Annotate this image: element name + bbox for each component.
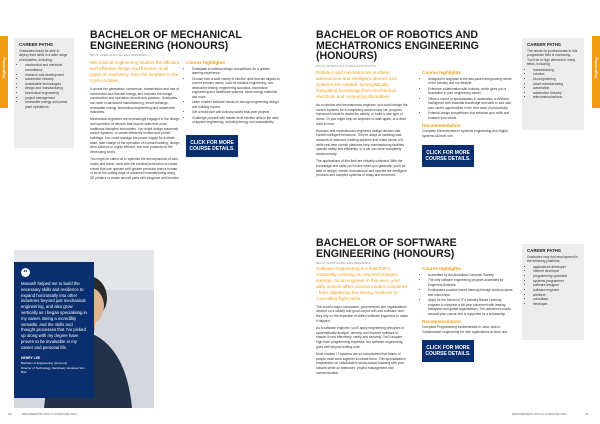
course-paragraph: You might be called on to optimise the aerodynamics of cars, trucks and trains, work with the medical profession to create robots that can operate with greater precision than a human, or be at the cutting edge of advanced manufacturing using 3D printers to create aircraft parts with elegance and function. <box>90 157 180 180</box>
course-paragraph: Robotics and mechatronics engineers design devices that exhibit intelligent behaviour. They're adept at handling vast amounts of data and creating systems that make sense of it, while real-time robotic platforms help manufacturing facilities operate safely and efficiently, or a car can drive completely autonomously. <box>316 128 405 157</box>
course-code: BPUP (ROBOTICS & MECHATRONICS) <box>316 63 377 68</box>
highlight-item: • Choose from a wide variety of elective units that are aligned to current industry needs, such as robotics engineering, non-destructive testing, engineering acoustics, biomedical engineering and healthcare systems, clean energy materials and more. <box>192 77 280 99</box>
list-item: • smart manufacturing <box>533 82 579 87</box>
course-code: BPUP (MECHANICAL ENGINEERING) <box>90 53 149 57</box>
highlight-item: • The only software engineering program accredited by Engineers Australia. <box>428 278 514 287</box>
list-item: • bio-engineering <box>533 77 579 82</box>
quote-author: HENRY LEE <box>21 355 41 360</box>
career-paths-software <box>522 244 584 340</box>
course-details-button[interactable]: CLICK FOR MORE COURSE DETAILS. <box>422 145 474 167</box>
quote-author-role: Bachelor of Engineering (Honours) <box>21 360 68 365</box>
career-paths-heading: CAREER PATHS <box>527 248 561 253</box>
course-details-button[interactable]: CLICK FOR MORE COURSE DETAILS. <box>422 340 474 362</box>
robotics-body <box>316 70 408 180</box>
course-paragraph: Most modern IT systems are so complicated that teams of people must work together to create them. This specialisation emphasises on collaborative studio-based learning with your classes while on teamwork, project management and communication. <box>316 351 406 375</box>
list-item: • automation <box>533 86 579 91</box>
course-lead: Software engineering is a field that's constantly evolving as new technologies emerge. As an engineer in this area, your daily actions affect various modern industries - from digitalising the saving medicine to controlling flight paths. <box>316 266 408 301</box>
course-paragraph: Mechanical engineers are increasingly engaged in the design and operation of devices that require skills that cross traditional discipline boundaries. You might design automatic control systems, or create efficiently heated and cooled buildings. You could manage the power supply for a whole state, take charge of the operation of a smart building, design wind turbines or highly efficient, low-cost products for the developing world. <box>90 117 180 155</box>
course-paragraph: The world's major companies, governments and organisations depend on a steady and good output with well software, and they rely on the expertise of skilled software engineers to make it happen. <box>316 304 408 323</box>
list-item: • developer. <box>533 302 579 307</box>
highlight-item: • Challenge yourself with master-level elective units in the area of applied engineering, including energy and sustainability. <box>192 116 280 125</box>
course-title: BACHELOR OF SOFTWARE ENGINEERING (HONOURS) <box>316 237 457 260</box>
highlight-item: • Designed in response to the fast-paced and growing needs of the industry and our lifestyle. <box>428 77 514 86</box>
list-item: • automotive industry <box>533 91 579 96</box>
course-paragraph: As a robotics and mechatronics engineer, you could design the control systems for a completely autonomous car, program humanoid robots to assist the elderly, or build a new type of drone. Or you might help an amputee to walk again, or a deaf child to hear. <box>316 102 408 126</box>
list-item: • software designer <box>533 283 579 288</box>
course-details-button[interactable]: CLICK FOR MORE COURSE DETAILS. <box>186 135 238 157</box>
career-paths-heading: CAREER PATHS <box>527 42 561 47</box>
list-item: • architect <box>533 293 579 298</box>
list-item: • internet developer <box>533 269 579 274</box>
highlight-item: • Learn modern software hands-on through engineering design and building reports. <box>192 100 280 109</box>
highlights-heading: Course highlights <box>422 266 462 271</box>
list-item: • telecommunications. <box>533 95 579 100</box>
course-paragraph: The applications of this field are virtually unlimited. With the knowledge and skills you'll have when you graduate, you'll be able to design, create, manufacture and operate the intelligent products and complex systems of today and tomorrow. <box>316 159 407 178</box>
list-item: • biomedical engineering <box>25 91 69 96</box>
robotics-section <box>316 30 526 68</box>
quote-text: Monash helped me to build the necessary skills and resilience to expand horizontally into other industries beyond just mechanical engineering, and also grow vertically as I began specialising in my career. Being a incredibly versatile, and the skills and thought processes that I've picked up along with my degree have proven to be invaluable in my career and personal life. <box>21 281 87 350</box>
mechanical-body <box>90 60 180 183</box>
highlight-item: • External design competitions that enhance your skills and broaden your minds. <box>428 111 514 120</box>
highlights-heading: Course highlights <box>186 60 226 65</box>
course-lead: Robotics and mechatronics is where autonomous and intelligent devices and systems are created, synergistically integrating knowledge from mechanical, electrical, and computing disciplines. <box>316 70 397 99</box>
career-paths-intro: Graduates may find employment in the following positions: <box>527 255 579 264</box>
recommendation-heading: Recommendation <box>422 319 461 325</box>
footer-left: ENGINEERING WITH A PURPOSE 2021 <box>22 412 78 416</box>
section-tab-right <box>592 36 600 108</box>
list-item: • software engineer <box>533 288 579 293</box>
career-paths-list <box>527 265 579 306</box>
list-item: • systems programmer <box>533 279 579 284</box>
quote-author-title: Director of Technology, Sanctuary Ventures Sdn Bhd <box>21 365 85 374</box>
page-number-right: 31 <box>585 412 589 416</box>
course-title: BACHELOR OF MECHANICAL ENGINEERING (HONOURS) <box>90 29 242 52</box>
highlight-item: • Participate in external design competitions for a greater learning experience. <box>192 67 280 76</box>
mechanical-highlights <box>186 60 280 157</box>
course-lead: Mechanical engineering studies the efficient and effective design and function of all types of machinery, from the simplest to the most complex. <box>90 60 180 83</box>
career-paths-list <box>19 63 69 109</box>
list-item: • robotics <box>533 72 579 77</box>
footer-right: ENGINEERING WITH A PURPOSE 2021 <box>512 412 568 416</box>
recommendation-text: Complete Programming fundamentals in Java, and/or Collaborative engineering for web applications at level one. <box>422 325 509 335</box>
highlight-item: • Offers a choice of specialisation in automation or Artificial Intelligence with essential knowledge and skills to kick start your career opportunities in the next wave of productivity. <box>428 97 514 110</box>
recommendation-heading: Recommendation <box>422 123 461 129</box>
list-item: • research and development <box>25 73 69 78</box>
list-item: • automotive industry <box>25 77 69 82</box>
highlight-item: • Get a head start with industry-based final-year projects. <box>192 110 280 114</box>
robotics-highlights <box>422 70 514 167</box>
course-code: BPUP (SOFTWARE ENGINEERING) <box>316 261 372 265</box>
career-paths-intro: The needs for professionals in this progressive field is increasing. You'll be in high demand in many fields, including: <box>527 49 578 67</box>
highlight-item: • Extensive collaboration with industry, which gives you a foundation in your engineering career. <box>428 87 514 96</box>
highlights-heading: Course highlights <box>422 70 462 75</box>
list-item: • applications developer <box>533 265 579 270</box>
mechanical-section <box>90 30 290 57</box>
section-tab-left <box>0 36 8 108</box>
section-tab-left-label: Engineering <box>2 57 6 79</box>
page-number-left: 30 <box>8 412 12 416</box>
course-title: BACHELOR OF ROBOTICS AND MECHATRONICS ENGINEERING (HONOURS) <box>316 29 479 62</box>
course-paragraph: As a software engineer, you'll apply engineering principles to systematically analyse, develop and improve software to ensure it runs effectively, safely and securely. You'll acquire high level programming expertise, but software engineering goes well beyond writing code. <box>316 326 405 349</box>
software-body <box>316 266 408 378</box>
highlight-item: • Apply for the School of IT's Industry Based Learning program to complete a full-year placement with leading Malaysian and global organisations. The placement counts towards your course and is supported by a scholarship. <box>428 298 514 316</box>
list-item: • mechanical and electrical consultancy <box>25 63 69 72</box>
list-item: • design and manufacturing <box>25 86 69 91</box>
highlight-item: • Accredited by the Australian Computer Society. <box>428 273 514 277</box>
course-paragraph: It covers the generation, conversion, transmission and use of mechanical and thermal energy, and includes the design, construction and operation of tools and systems. Graduates can work in advanced manufacturing, smart buildings, renewable energy, biomedical engineering and automotive industries. <box>90 86 179 115</box>
software-highlights <box>422 266 514 362</box>
quote-mark-icon: “ <box>21 268 30 277</box>
list-item: • programming specialist <box>533 274 579 279</box>
career-paths-mechanical <box>14 38 74 148</box>
section-tab-right-label: Engineering <box>594 57 598 79</box>
list-item: • consultant <box>533 297 579 302</box>
list-item: • manufacturing <box>533 68 579 73</box>
list-item: • renewable energy and power plant operations. <box>25 100 69 109</box>
career-paths-robotics <box>522 38 584 130</box>
career-paths-heading: CAREER PATHS <box>19 42 53 47</box>
list-item: • project management <box>25 96 69 101</box>
career-paths-intro: Graduates would be able to deploy their skills in a wide range of industries, including: <box>19 49 68 62</box>
software-section <box>316 238 516 265</box>
recommendation-text: Complete Mechatronics in systems engineering and Digital systems all-level one. <box>422 129 508 139</box>
career-paths-list <box>527 68 579 100</box>
list-item: • sustainable technologies <box>25 82 69 87</box>
testimonial-quote <box>14 262 94 398</box>
highlight-item: • Emphasises practice-based learning through studio projects and internships. <box>428 288 514 297</box>
